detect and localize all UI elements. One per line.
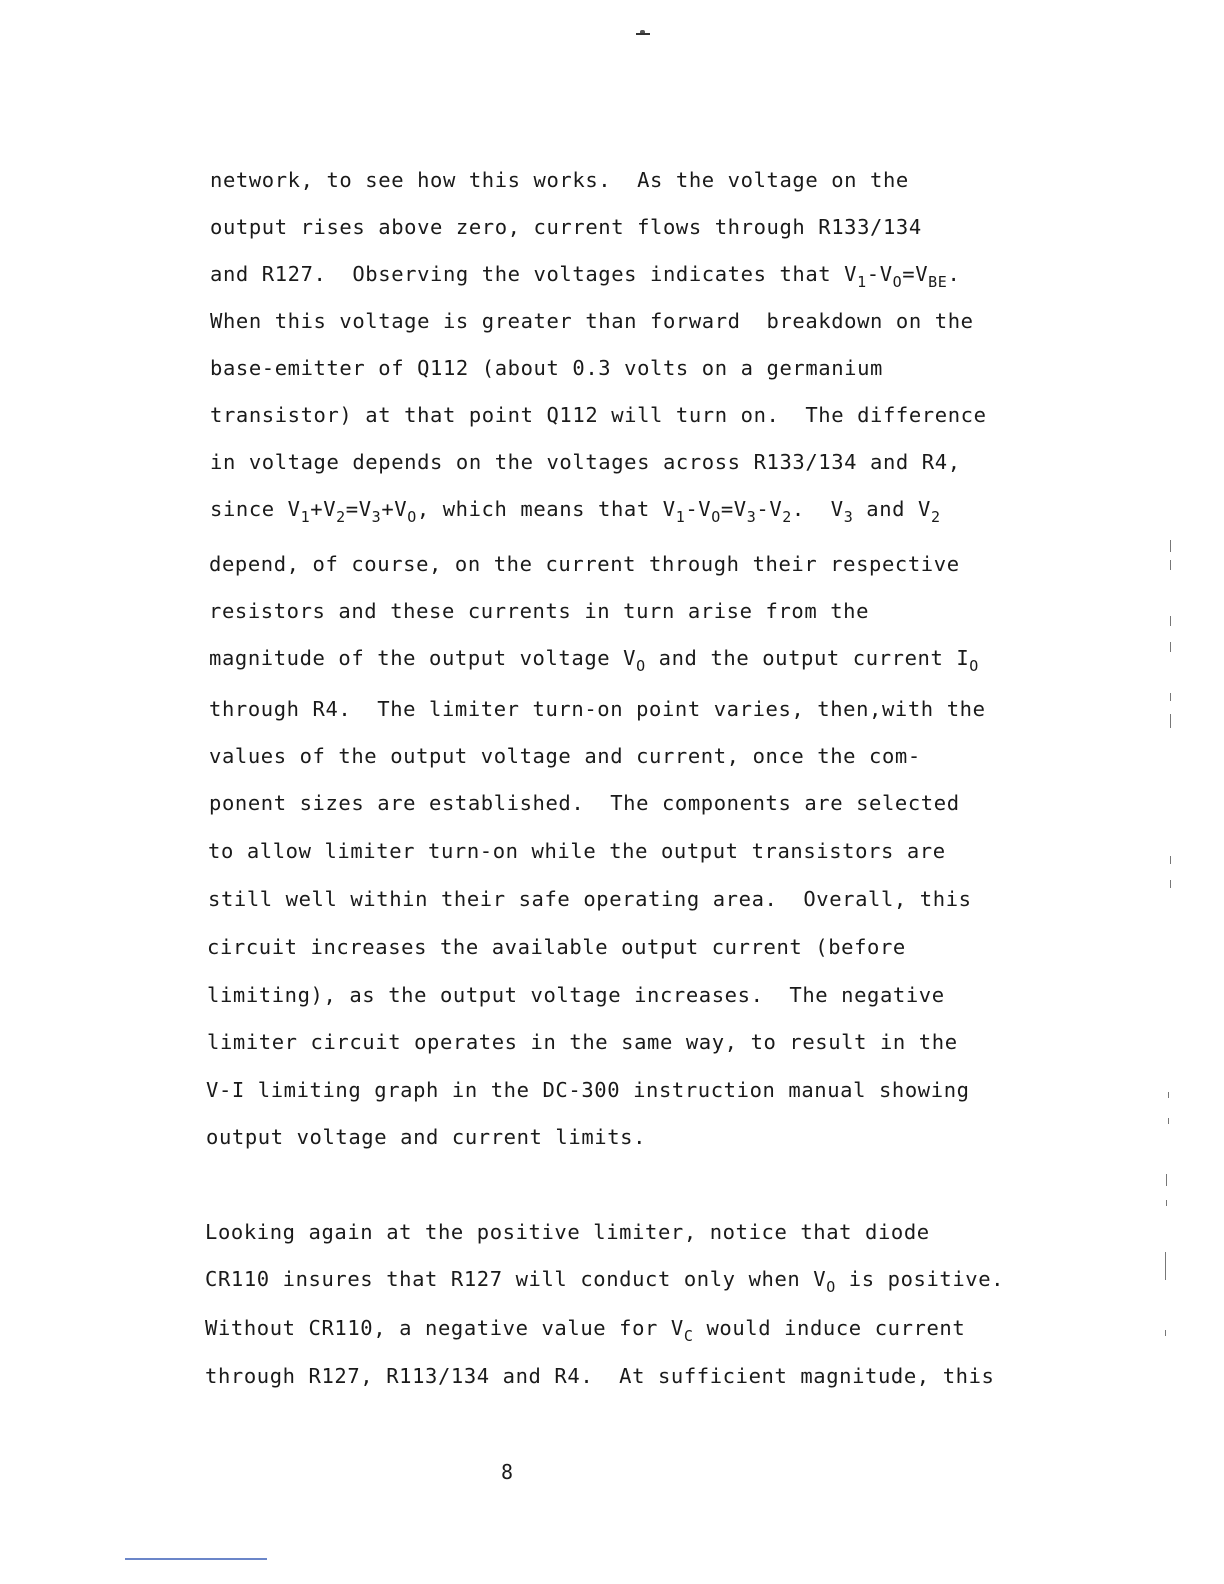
text-line: depend, of course, on the current through their respective	[209, 552, 960, 576]
text-line: CR110 insures that R127 will conduct only when $V_O$ is positive.	[205, 1267, 1005, 1296]
text-line: transistor) at that point Q112 will turn on. The difference	[210, 403, 987, 427]
text-line: base-emitter of Q112 (about 0.3 volts on a germanium	[210, 356, 883, 380]
text-line: limiter circuit operates in the same way, to result in the	[207, 1030, 958, 1054]
scan-speck	[1168, 1092, 1169, 1098]
text-line: and R127. Observing the voltages indicates that $V_1-V_O=V_{BE}$.	[210, 262, 961, 291]
scan-speck	[1168, 1118, 1169, 1124]
scan-speck	[1170, 560, 1171, 570]
text-line: to allow limiter turn-on while the output transistors are	[208, 839, 946, 863]
text-line: output voltage and current limits.	[206, 1125, 647, 1149]
text-line: through R4. The limiter turn-on point varies, then,with the	[209, 697, 986, 721]
text-line: in voltage depends on the voltages across R133/134 and R4,	[210, 450, 961, 474]
scan-speck	[1170, 714, 1171, 728]
scan-speck	[1165, 1252, 1166, 1280]
scan-speck	[1170, 880, 1171, 888]
scan-speck	[1165, 1330, 1166, 1336]
text-line: network, to see how this works. As the voltage on the	[210, 168, 909, 192]
text-line: circuit increases the available output current (before	[207, 935, 906, 959]
text-line: Without CR110, a negative value for $V_C$ would induce current	[205, 1316, 966, 1345]
scan-speck	[1170, 616, 1171, 626]
text-line: ponent sizes are established. The components are selected	[209, 791, 960, 815]
text-line: resistors and these currents in turn arise from the	[209, 599, 870, 623]
scan-speck	[1166, 1200, 1167, 1206]
scan-speck	[1170, 693, 1171, 701]
text-line: magnitude of the output voltage $V_O$ and the output current $I_O$	[209, 646, 979, 675]
bottom-rule	[125, 1558, 267, 1560]
text-line: When this voltage is greater than forward breakdown on the	[210, 309, 974, 333]
text-line: values of the output voltage and current, once the com-	[209, 744, 921, 768]
scan-speck	[1170, 856, 1171, 864]
text-line: Looking again at the positive limiter, notice that diode	[205, 1220, 930, 1244]
scan-speck	[1170, 540, 1171, 552]
scan-mark	[636, 30, 650, 35]
text-line: still well within their safe operating area. Overall, this	[208, 887, 972, 911]
scan-speck	[1170, 642, 1171, 652]
text-line: output rises above zero, current flows through R133/134	[210, 215, 922, 239]
page-number: 8	[501, 1460, 514, 1484]
text-line: through R127, R113/134 and R4. At sufficient magnitude, this	[205, 1364, 995, 1388]
text-line: since $V_1+V_2=V_3+V_O$, which means that $V_1-V_O=V_3-V_2$. $V_3$ and $V_2$	[210, 497, 941, 526]
text-line: limiting), as the output voltage increases. The negative	[207, 983, 945, 1007]
scan-speck	[1166, 1174, 1167, 1186]
text-line: V-I limiting graph in the DC-300 instruction manual showing	[206, 1078, 970, 1102]
